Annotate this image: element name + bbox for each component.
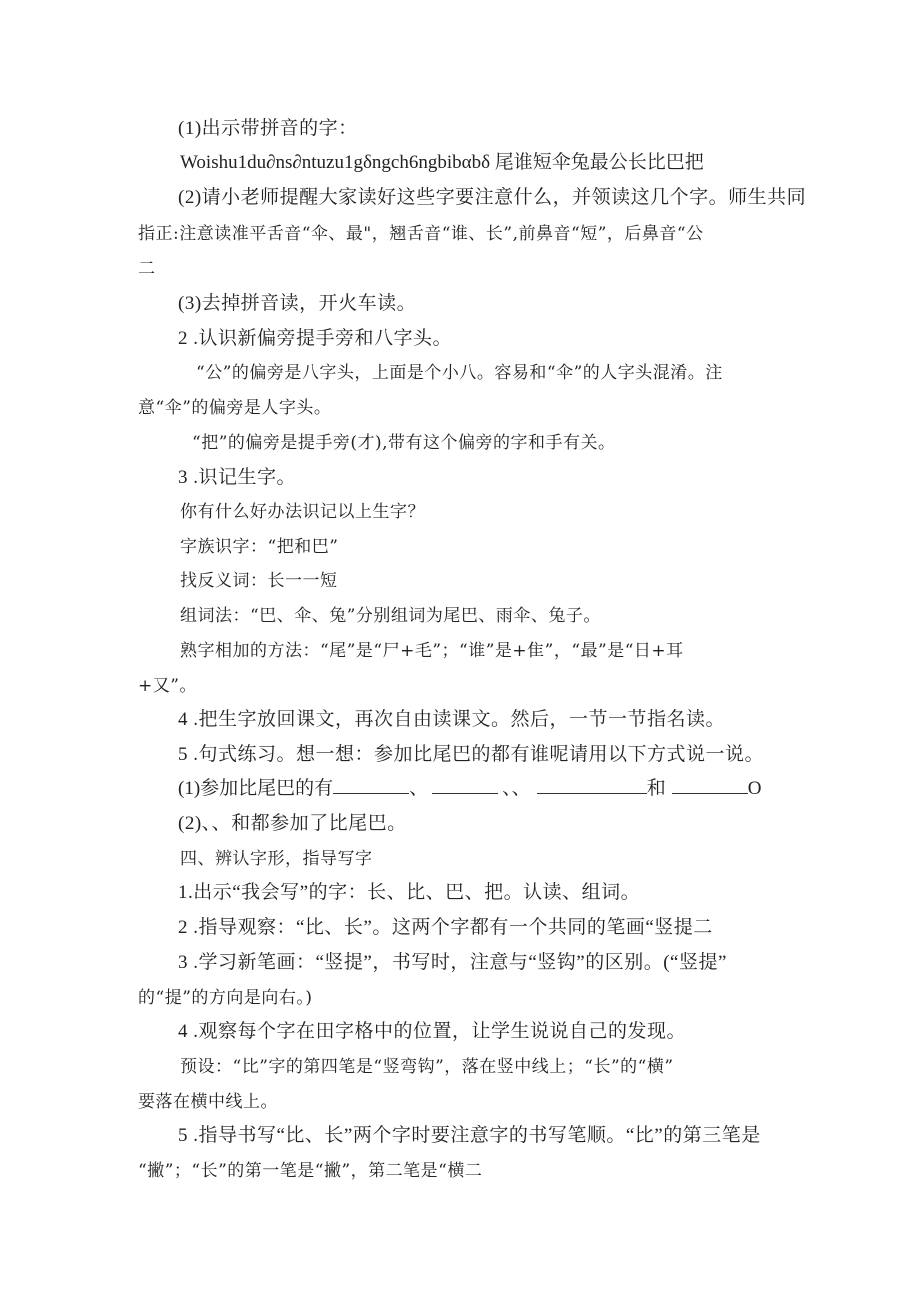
preset-line: 预设：“比”字的第四笔是“竖弯钩”，落在竖中线上；“长”的“横” — [180, 1057, 674, 1077]
radical-note-line: “公”的偏旁是八字头，上面是个小八。容易和“伞”的人字头混淆。注 — [196, 363, 723, 383]
antonym-line: 找反义词：长一一短 — [180, 571, 338, 591]
write-step-4: 4 .观察每个字在田字格中的位置，让学生说说自己的发现。 — [178, 1021, 687, 1042]
section-4-heading: 4 .把生字放回课文，再次自由读课文。然后，一节一节指名读。 — [178, 709, 726, 730]
fill-sep-2: 、、 — [502, 778, 531, 799]
blank-3 — [537, 779, 647, 794]
write-step-5-end: “撇”；“长”的第一笔是“撇”，第二笔是“横二 — [138, 1161, 483, 1181]
fill-sep-1: 、 — [409, 778, 429, 799]
blank-4 — [672, 779, 748, 794]
pronunciation-note-line: 指正:注意读准平舌音“伞、最"，翘舌音“谁、长”,前鼻音“短”，后鼻音“公 — [138, 224, 704, 244]
write-step-1: 1.出示“我会写”的字：长、比、巴、把。认读、组词。 — [178, 882, 641, 903]
part-4-heading: 四、辨认字形，指导写字 — [180, 849, 373, 869]
sentence-pattern-2: (2)、、和都参加了比尾巴。 — [178, 813, 407, 834]
character-add-end: +又”。 — [138, 676, 197, 696]
fill-sep-3: 和 — [646, 778, 666, 799]
step-1-heading: (1)出示带拼音的字： — [178, 118, 358, 139]
fill-prefix: (1)参加比尾巴的有 — [178, 778, 334, 799]
fill-suffix: O — [747, 778, 762, 799]
blank-2 — [432, 779, 498, 794]
write-step-3-end: 的“提”的方向是向右。) — [138, 988, 313, 1008]
step-3-line: (3)去掉拼音读，开火车读。 — [178, 293, 417, 314]
section-3-heading: 3 .识记生字。 — [178, 467, 297, 488]
hand-radical-note: “把”的偏旁是提手旁(才),带有这个偏旁的字和手有关。 — [192, 433, 616, 453]
section-2-heading: 2 .认识新偏旁提手旁和八字头。 — [178, 328, 453, 349]
step-2-line: (2)请小老师提醒大家读好这些字要注意什么，并领读这几个字。师生共同 — [178, 187, 807, 208]
pronunciation-note-end: 二 — [138, 259, 156, 279]
fill-in-line — [178, 778, 761, 800]
blank-1 — [333, 779, 409, 794]
write-step-5: 5 .指导书写“比、长”两个字时要注意字的书写笔顺。“比”的第三笔是 — [178, 1125, 761, 1146]
question-line: 你有什么好办法识记以上生字？ — [180, 502, 425, 522]
write-step-3: 3 .学习新笔画：“竖提”，书写时，注意与“竖钩”的区别。(“竖提” — [178, 952, 727, 973]
pinyin-characters-line: Woishu1du∂ns∂ntuzu1gδngch6ngbibαbδ 尾谁短伞兔最公长比巴把 — [180, 152, 704, 173]
family-method-line: 字族识字：“把和巴” — [180, 537, 339, 557]
preset-line-end: 要落在横中线上。 — [138, 1092, 278, 1112]
character-add-line: 熟字相加的方法：“尾”是“尸+毛”；“谁”是+隹”，“最”是“日+耳 — [180, 641, 684, 661]
section-5-heading: 5 .句式练习。想一想：参加比尾巴的都有谁呢请用以下方式说一说。 — [178, 744, 765, 765]
word-group-line: 组词法：“巴、伞、兔”分别组词为尾巴、雨伞、兔子。 — [180, 606, 601, 626]
radical-note-end: 意“伞”的偏旁是人字头。 — [138, 398, 332, 418]
write-step-2: 2 .指导观察：“比、长”。这两个字都有一个共同的笔画“竖提二 — [178, 917, 713, 938]
